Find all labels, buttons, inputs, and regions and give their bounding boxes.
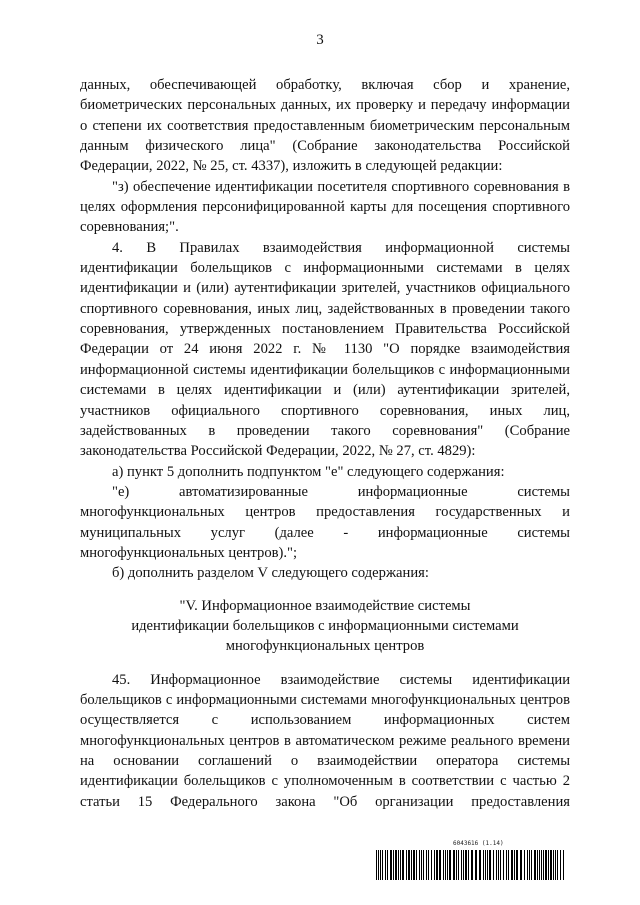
barcode-bar [434, 850, 435, 880]
barcode-bar [506, 850, 507, 880]
barcode-bar [398, 850, 399, 880]
barcode-bar [563, 850, 564, 880]
barcode-bar [413, 850, 415, 880]
barcode-bar [395, 850, 397, 880]
barcode-bar [456, 850, 457, 880]
barcode-bar [378, 850, 379, 880]
page-number: 3 [316, 32, 324, 48]
paragraph-item-45: 45. Информационное взаимодействие системы идентификации болельщиков с информационными системами многофункциональных центров осуществляется с использованием информационных систем многофункциональных центров в автоматическом режиме реального времени на основании соглашений о взаимодействии оператора системы идентификации болельщиков с уполномоченным в соответствии с частью 2 статьи 15 Федерального закона "Об организации предоставления [80, 671, 570, 810]
barcode-bar [487, 850, 488, 880]
barcode-bar [475, 850, 477, 880]
barcode-bar [465, 850, 467, 880]
barcode-bar [516, 850, 518, 880]
barcode-bar [489, 850, 491, 880]
barcode-bar [376, 850, 377, 880]
paragraph-item-4: 4. В Правилах взаимодействия информационной системы идентификации болельщиков с информационными системами в целях идентификации и (или) аутентификации зрителей, участников официального спортивного соревнования, иных лиц, задействованных в проведении такого соревнования, утвержденных постановлением Правительства Российской Федерации от 24 июня 2022 г. № 1130 "О порядке взаимодействия информационной системы идентификации болельщиков с информационными системами в целях идентификации и (или) аутентификации зрителей, участников официального спортивного соревнования, иных лиц, задействованных в проведении такого соревнования" (Собрание законодательства Российской Федерации, 2022, № 27, ст. 4829): [80, 239, 570, 460]
barcode-bar [439, 850, 441, 880]
barcode-bar [511, 850, 513, 880]
barcode-bar [514, 850, 515, 880]
barcode-bar [458, 850, 459, 880]
barcode-bar [496, 850, 497, 880]
barcode-bar [426, 850, 427, 880]
barcode-bar [468, 850, 469, 880]
barcode-bar [428, 850, 429, 880]
barcode-bar [400, 850, 401, 880]
barcode-bar [380, 850, 381, 880]
barcode-bar [382, 850, 383, 880]
barcode-bar [555, 850, 556, 880]
barcode-bar [416, 850, 417, 880]
barcode-bar [485, 850, 486, 880]
barcode-bar [463, 850, 464, 880]
section-heading-line: идентификации болельщиков с информационными системами [131, 617, 519, 634]
barcode-bar [527, 850, 528, 880]
barcode-bar [390, 850, 392, 880]
barcode-bar [545, 850, 547, 880]
barcode-bar [393, 850, 394, 880]
document-body [80, 75, 570, 812]
barcode-bar [385, 850, 386, 880]
paragraph-continuation: данных, обеспечивающей обработку, включая сбор и хранение, биометрических персональных данных, их проверку и передачу информации о степени их соответствия предоставленным биометрическим персональным данным физического лица" (Собрание законодательства Российской Федерации, 2022, № 25, ст. 4337), изложить в следующей редакции: [80, 77, 570, 175]
barcode-bar [529, 850, 530, 880]
barcode-bar [431, 850, 432, 880]
barcode-bar [539, 850, 540, 880]
barcode-bar [560, 850, 561, 880]
barcode-bar [503, 850, 504, 880]
barcode-bar [553, 850, 554, 880]
barcode-bar [479, 850, 481, 880]
barcode-bar [524, 850, 525, 880]
barcode-bar [557, 850, 558, 880]
paragraph-subitem-z: "з) обеспечение идентификации посетителя спортивного соревнования в целях оформления персонифицированной карты для посещения спортивного соревнования;". [80, 178, 570, 236]
barcode-bar [534, 850, 536, 880]
paragraph-subitem-a: а) пункт 5 дополнить подпунктом "е" следующего содержания: [112, 463, 505, 480]
barcode-bar [548, 850, 549, 880]
barcode-bar [443, 850, 444, 880]
barcode-bar [520, 850, 522, 880]
barcode-bar [483, 850, 484, 880]
barcode-bar [408, 850, 410, 880]
barcode-bar [436, 850, 438, 880]
barcode-bar [387, 850, 388, 880]
paragraph-subitem-b: б) дополнить разделом V следующего содержания: [112, 565, 429, 582]
barcode-bar [531, 850, 532, 880]
barcode-bar [550, 850, 552, 880]
barcode-bar [402, 850, 404, 880]
barcode-bar [541, 850, 542, 880]
section-heading-line: "V. Информационное взаимодействие системы [179, 597, 471, 614]
paragraph-subitem-e: "е) автоматизированные информационные системы многофункциональных центров предоставления государственных и муниципальных услуг (далее - информационные системы многофункциональных центров)."; [80, 483, 570, 561]
barcode-bar [543, 850, 544, 880]
barcode-bar [411, 850, 412, 880]
barcode-bar [493, 850, 494, 880]
barcode-bar [423, 850, 424, 880]
barcode-bar [498, 850, 499, 880]
barcode-bar [406, 850, 407, 880]
barcode-bar [445, 850, 446, 880]
barcode-bar [453, 850, 455, 880]
barcode-bar [508, 850, 509, 880]
barcode-bar [449, 850, 451, 880]
section-heading-line: многофункциональных центров [225, 637, 425, 654]
barcode-bar [537, 850, 538, 880]
barcode-bar [447, 850, 448, 880]
barcode-bar [461, 850, 462, 880]
barcode-bar [471, 850, 473, 880]
barcode-bar [421, 850, 422, 880]
section-heading [80, 596, 570, 656]
barcode-bar [419, 850, 420, 880]
barcode-number: 6043616 (1.14) [453, 840, 504, 847]
barcode [376, 850, 568, 880]
barcode-bar [500, 850, 501, 880]
